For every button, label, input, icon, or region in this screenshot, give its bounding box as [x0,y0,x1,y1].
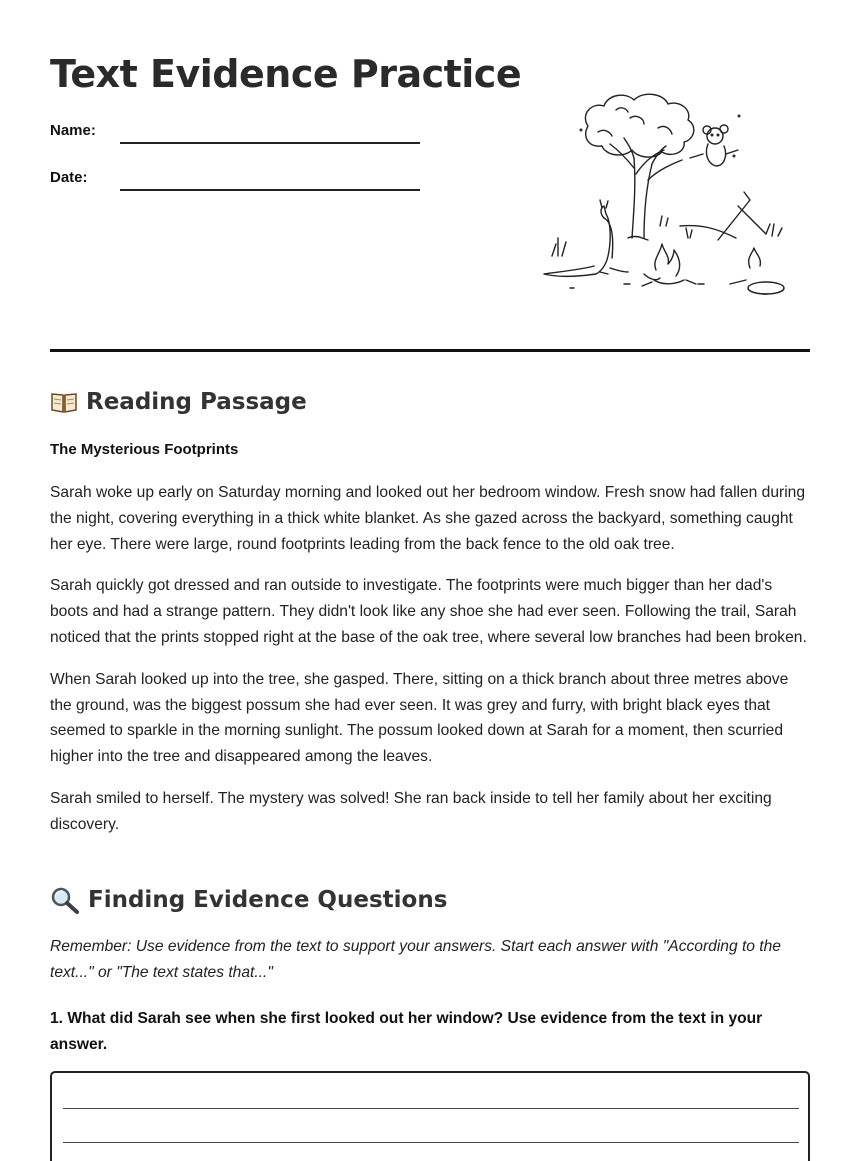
open-book-icon [50,390,78,414]
question-1: 1. What did Sarah see when she first looked out her window? Use evidence from the text in your answer. [50,1010,763,1053]
answer-box-1[interactable] [50,1071,810,1161]
magnifying-glass-icon [50,886,80,914]
name-label: Name: [50,122,96,139]
passage-paragraph: Sarah smiled to herself. The mystery was solved! She ran back inside to tell her family about her exciting discovery. [50,789,772,833]
reading-passage [50,480,812,854]
reminder-note: Remember: Use evidence from the text to support your answers. Start each answer with "According to the text..." or "The text states that..." [50,938,781,981]
answer-line[interactable] [63,1142,799,1143]
date-label: Date: [50,169,88,186]
answer-line[interactable] [63,1108,799,1109]
page-title: Text Evidence Practice [50,52,522,96]
reading-heading-text: Reading Passage [86,389,307,415]
passage-paragraph: Sarah quickly got dressed and ran outside to investigate. The footprints were much bigger than her dad's boots and had a strange pattern. They didn't look like any shoe she had ever seen. Following the trail, Sarah noticed that the prints stopped right at the base of the oak tree, where several low branches had been broken. [50,577,807,646]
questions-heading [50,886,447,914]
worksheet-page [50,0,810,1161]
header-divider [50,349,810,352]
story-title: The Mysterious Footprints [50,441,239,458]
passage-paragraph: Sarah woke up early on Saturday morning and looked out her bedroom window. Fresh snow had fallen during the night, covering everything in a thick white blanket. As she gazed across the backyard, something caught her eye. There were large, round footprints leading from the back fence to the old oak tree. [50,484,806,553]
passage-paragraph: When Sarah looked up into the tree, she gasped. There, sitting on a thick branch about three metres above the ground, was the biggest possum she had ever seen. It was grey and furry, with bright black eyes that seemed to sparkle in the morning sunlight. The possum looked down at Sarah for a moment, then scurried higher into the tree and disappeared among the leaves. [50,670,789,766]
date-field[interactable] [50,169,420,199]
name-field[interactable] [50,122,420,152]
questions-heading-text: Finding Evidence Questions [88,887,448,913]
date-write-line[interactable] [120,189,420,191]
campsite-illustration [540,88,790,303]
name-write-line[interactable] [120,142,420,144]
reading-passage-heading [50,389,307,415]
